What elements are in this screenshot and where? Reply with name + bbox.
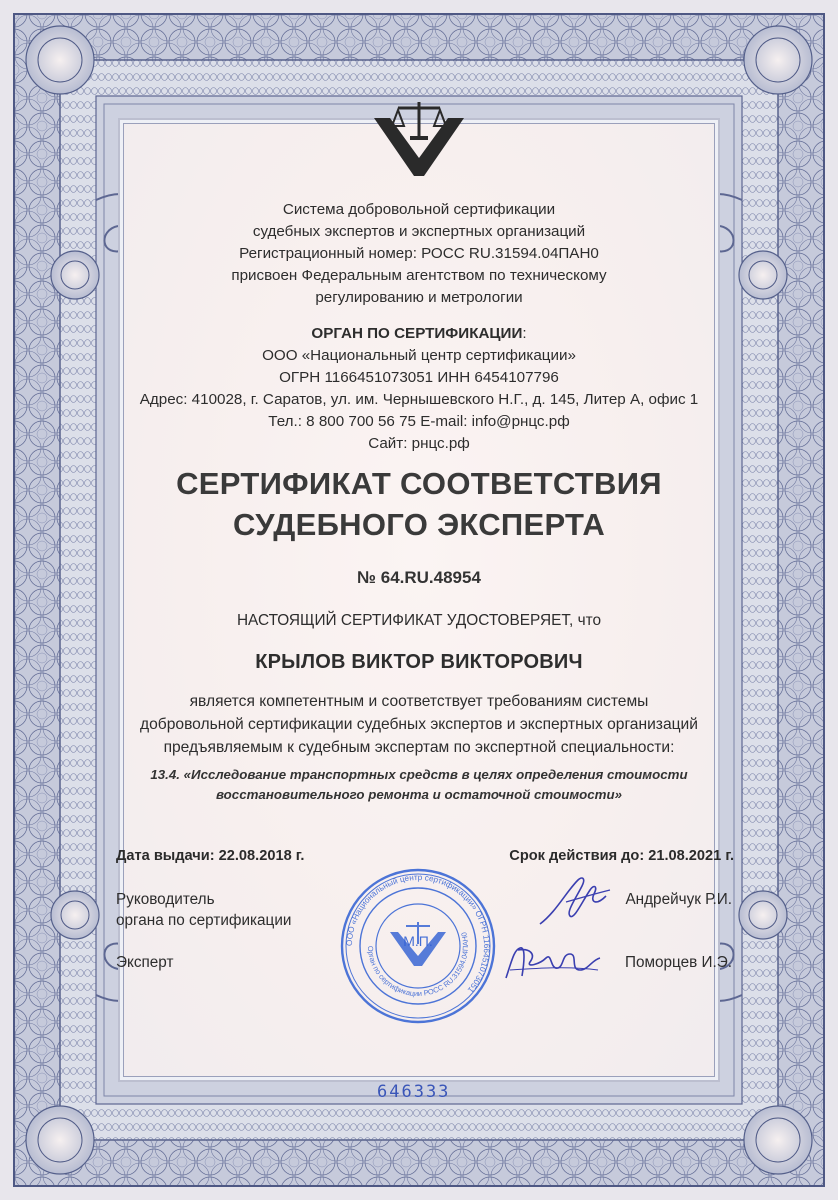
expiry-date: Срок действия до: 21.08.2021 г.	[509, 848, 734, 864]
head-name: Андрейчук Р.И.	[625, 891, 732, 908]
seal-inner-text: Орган по сертификации РОСС RU.31594.04ПАН0	[365, 931, 471, 999]
registration-authority-line: присвоен Федеральным агентством по техническому	[231, 267, 607, 284]
organ-ogrn: ОГРН 1166451073051 ИНН 6454107796	[279, 369, 559, 386]
head-signature	[536, 872, 612, 932]
compliance-text-line: предъявляемым к судебным экспертам по экспертной специальности:	[163, 739, 675, 756]
official-seal	[338, 866, 498, 1026]
issue-date: Дата выдачи: 22.08.2018 г.	[116, 848, 305, 864]
organ-name: ООО «Национальный центр сертификации»	[262, 347, 576, 364]
organ-heading-colon: :	[522, 325, 527, 342]
expert-signature	[500, 940, 604, 986]
registration-authority-line: регулированию и метрологии	[315, 289, 523, 306]
certificate-number: № 64.RU.48954	[357, 568, 481, 587]
certifies-statement: НАСТОЯЩИЙ СЕРТИФИКАТ УДОСТОВЕРЯЕТ, что	[236, 612, 602, 629]
organ-contacts: Тел.: 8 800 700 56 75 E-mail: info@рнцс.рф	[268, 413, 570, 430]
certificate-title-line2: СУДЕБНОГО ЭКСПЕРТА	[232, 507, 606, 542]
certificate-title-line1: СЕРТИФИКАТ СООТВЕТСТВИЯ	[176, 466, 662, 501]
organ-heading	[0, 323, 838, 345]
organ-address: Адрес: 410028, г. Саратов, ул. им. Чернышевского Н.Г., д. 145, Литер А, офис 1	[139, 391, 699, 408]
organ-heading-text: ОРГАН ПО СЕРТИФИКАЦИИ	[311, 325, 523, 342]
seal-mp-label: М.П.	[403, 933, 433, 949]
scales-checkmark-logo	[372, 96, 466, 178]
system-name-line: судебных экспертов и экспертных организаций	[252, 223, 586, 240]
compliance-text-line: добровольной сертификации судебных экспертов и экспертных организаций	[140, 716, 698, 733]
organ-site: Сайт: рнцс.рф	[368, 435, 470, 452]
expert-title: Эксперт	[116, 954, 174, 971]
head-title-line1: Руководитель	[116, 891, 215, 908]
system-name-line: Система добровольной сертификации	[282, 201, 556, 218]
seal-outer-text: ООО «Национальный центр сертификации» ОГРН 1166451073051	[344, 872, 492, 995]
specialty-line: восстановительного ремонта и остаточной стоимости»	[215, 787, 623, 802]
expert-name: Поморцев И.Э.	[625, 954, 732, 971]
holder-name: КРЫЛОВ ВИКТОР ВИКТОРОВИЧ	[255, 651, 583, 673]
blank-serial-number: 646333	[377, 1082, 451, 1102]
registration-number: Регистрационный номер: РОСС RU.31594.04ПАН0	[239, 245, 599, 262]
compliance-text-line: является компетентным и соответствует требованиям системы	[189, 693, 649, 710]
specialty-line: 13.4. «Исследование транспортных средств в целях определения стоимости	[150, 767, 688, 782]
head-title-line2: органа по сертификации	[116, 912, 292, 929]
